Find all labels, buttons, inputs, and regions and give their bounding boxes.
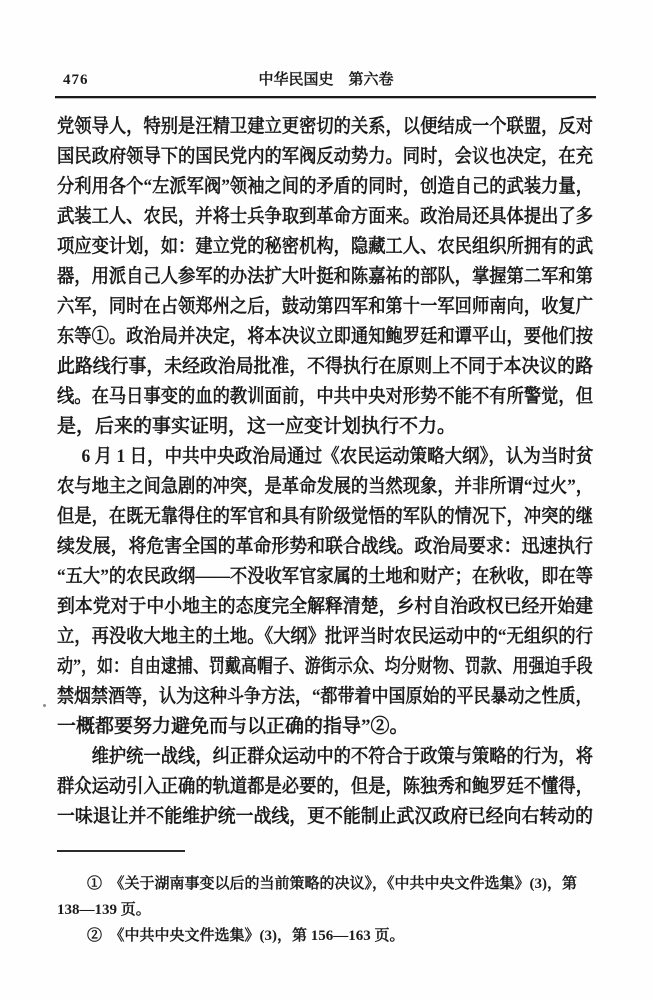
- footnotes: [57, 871, 593, 949]
- page-header: [57, 70, 595, 90]
- text-line: 一味退让并不能维护统一战线，更不能制止武汉政府已经向右转动的: [57, 806, 594, 827]
- text-line: 138—139 页。: [57, 902, 151, 918]
- text-line: 续发展，将危害全国的革命形势和联合战线。政治局要求：迅速执行: [57, 536, 594, 557]
- footnote-separator: [57, 850, 185, 852]
- text-line: 此路线行事，未经政治局批准，不得执行在原则上不同于本决议的路: [57, 356, 594, 377]
- text-line: 项应变计划，如：建立党的秘密机构，隐藏工人、农民组织所拥有的武: [57, 236, 594, 257]
- text-line: 国民政府领导下的国民党内的军阀反动势力。同时，会议也决定，在充: [57, 146, 594, 167]
- body-text: [57, 112, 593, 832]
- text-line: 武装工人、农民，并将士兵争取到革命方面来。政治局还具体提出了多: [57, 206, 594, 227]
- text-line: 禁烟禁酒等，认为这种斗争方法，“都带着中国原始的平民暴动之性质，: [57, 686, 593, 707]
- scan-speck: [43, 704, 46, 707]
- text-line: 维护统一战线，纠正群众运动中的不符合于政策与策略的行为，将: [91, 746, 594, 767]
- text-line: 动”，如：自由逮捕、罚戴高帽子、游街示众、均分财物、罚款、用强迫手段: [57, 656, 593, 677]
- text-line: ① 《关于湖南事变以后的当前策略的决议》，《中共中央文件选集》(3)，第: [87, 876, 577, 892]
- text-line: 党领导人，特别是汪精卫建立更密切的关系，以便结成一个联盟，反对: [57, 116, 594, 137]
- text-line: 立，再没收大地主的土地。《大纲》批评当时农民运动中的“无组织的行: [57, 626, 594, 647]
- text-line: 六军，同时在占领郑州之后，鼓动第四军和第十一军回师南向，收复广: [57, 296, 594, 317]
- text-line: 农与地主之间急剧的冲突，是革命发展的当然现象，并非所谓“过火”，: [57, 476, 594, 497]
- text-line: 是，后来的事实证明，这一应变计划执行不力。: [57, 416, 457, 437]
- text-line: 器，用派自己人参军的办法扩大叶挺和陈嘉祐的部队，掌握第二军和第: [57, 266, 594, 287]
- text-line: 分利用各个“左派军阀”领袖之间的矛盾的同时，创造自己的武装力量，: [57, 176, 594, 197]
- page-number: 476: [63, 72, 89, 88]
- text-line: 东等①。政治局并决定，将本决议立即通知鲍罗廷和谭平山，要他们按: [57, 326, 594, 347]
- running-title: 中华民国史 第六卷: [258, 72, 394, 88]
- text-line: 但是，在既无靠得住的军官和具有阶级觉悟的军队的情况下，冲突的继: [57, 506, 594, 527]
- text-line: 线。在马日事变的血的教训面前，中共中央对形势不能不有所警觉，但: [57, 386, 594, 407]
- text-line: “五大”的农民政纲——不没收军官家属的土地和财产；在秋收，即在等: [57, 566, 594, 587]
- header-rule: [55, 96, 596, 98]
- text-line: 到本党对于中小地主的态度完全解释清楚，乡村自治政权已经开始建: [57, 596, 594, 617]
- text-line: 一概都要努力避免而与以正确的指导”②。: [57, 716, 409, 737]
- text-line: 群众运动引入正确的轨道都是必要的，但是，陈独秀和鲍罗廷不懂得，: [57, 776, 594, 797]
- text-line: ② 《中共中央文件选集》(3)，第 156—163 页。: [87, 928, 405, 944]
- text-line: 6 月 1 日，中共中央政治局通过《农民运动策略大纲》，认为当时贫: [81, 446, 594, 467]
